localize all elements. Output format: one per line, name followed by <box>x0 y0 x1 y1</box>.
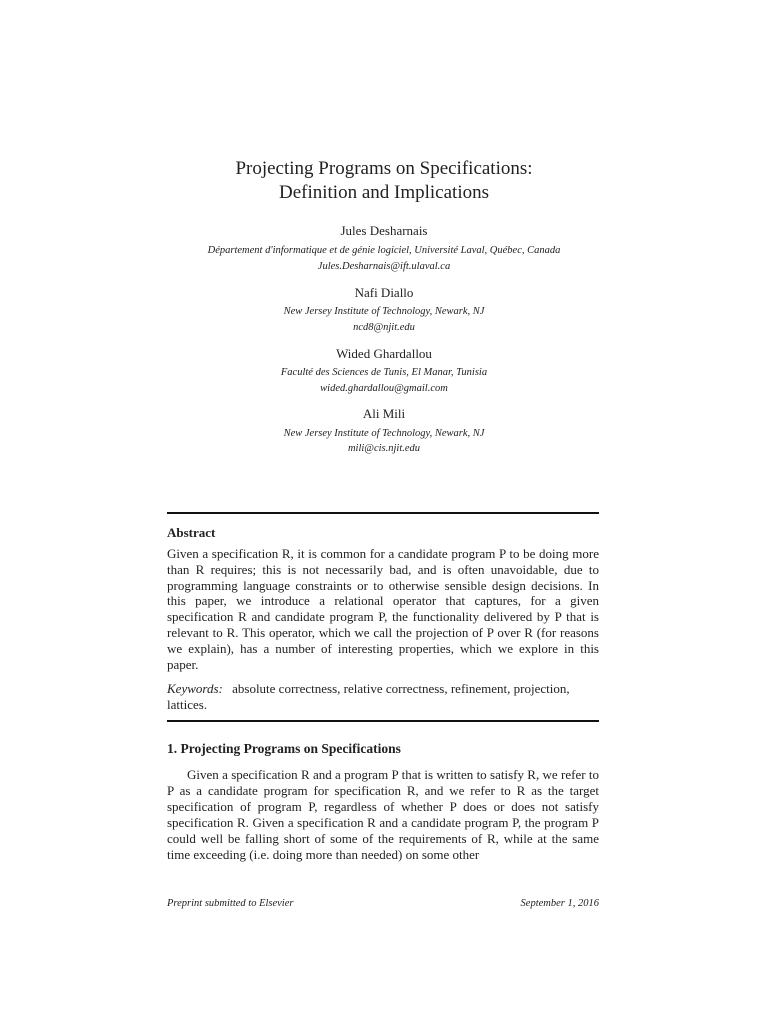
abstract-bottom-rule <box>167 720 599 722</box>
abstract-heading: Abstract <box>167 525 216 540</box>
keywords-label: Keywords: <box>167 681 223 696</box>
footer-date: September 1, 2016 <box>520 898 599 909</box>
author-email: ncd8@njit.edu <box>353 322 415 333</box>
keywords <box>167 681 599 713</box>
author-email: wided.ghardallou@gmail.com <box>320 383 448 394</box>
author-affiliation: Faculté des Sciences de Tunis, El Manar, Tunisia <box>280 367 488 378</box>
paper-title-line2: Definition and Implications <box>278 182 489 203</box>
abstract-text: Given a specification R, it is common for a candidate program P to be doing more than R requires; this is not necessarily bad, and is often unavoidable, due to programming language constraints or to otherwise sensible design decisions. In this paper, we introduce a relational operator that captures, for a given specification R and candidate program P, the functionality delivered by P that is relevant to R. This operator, which we call the projection of P over R (for reasons we explain), has a number of interesting properties, which we explore in this paper. <box>167 546 599 672</box>
section-heading: 1. Projecting Programs on Specifications <box>167 741 401 756</box>
section-text: Given a specification R and a program P that is written to satisfy R, we refer to P as a candidate program for specification R, and we refer to R as the target specification of program P, regardless of whether P does or does not satisfy specification R. Given a specification R and a candidate program P, the program P could well be falling short of some of the requirements of R, while at the same time exceeding (i.e. doing more than needed) on some other <box>167 767 599 862</box>
paper-title-line1: Projecting Programs on Specifications: <box>235 158 533 179</box>
author-name: Wided Ghardallou <box>336 346 432 361</box>
keywords-list: absolute correctness, relative correctness, refinement, projection, lattices. <box>167 681 570 712</box>
author-name: Ali Mili <box>362 406 406 421</box>
author-email: mili@cis.njit.edu <box>347 443 421 454</box>
abstract-top-rule <box>167 512 599 514</box>
author-affiliation: Département d'informatique et de génie logiciel, Université Laval, Québec, Canada <box>207 245 561 256</box>
author-affiliation: New Jersey Institute of Technology, Newark, NJ <box>283 428 485 439</box>
author-affiliation: New Jersey Institute of Technology, Newark, NJ <box>283 306 485 317</box>
author-email: Jules.Desharnais@ift.ulaval.ca <box>317 261 451 272</box>
author-name: Jules Desharnais <box>340 223 428 238</box>
author-name: Nafi Diallo <box>354 285 414 300</box>
footer-preprint: Preprint submitted to Elsevier <box>167 898 294 909</box>
